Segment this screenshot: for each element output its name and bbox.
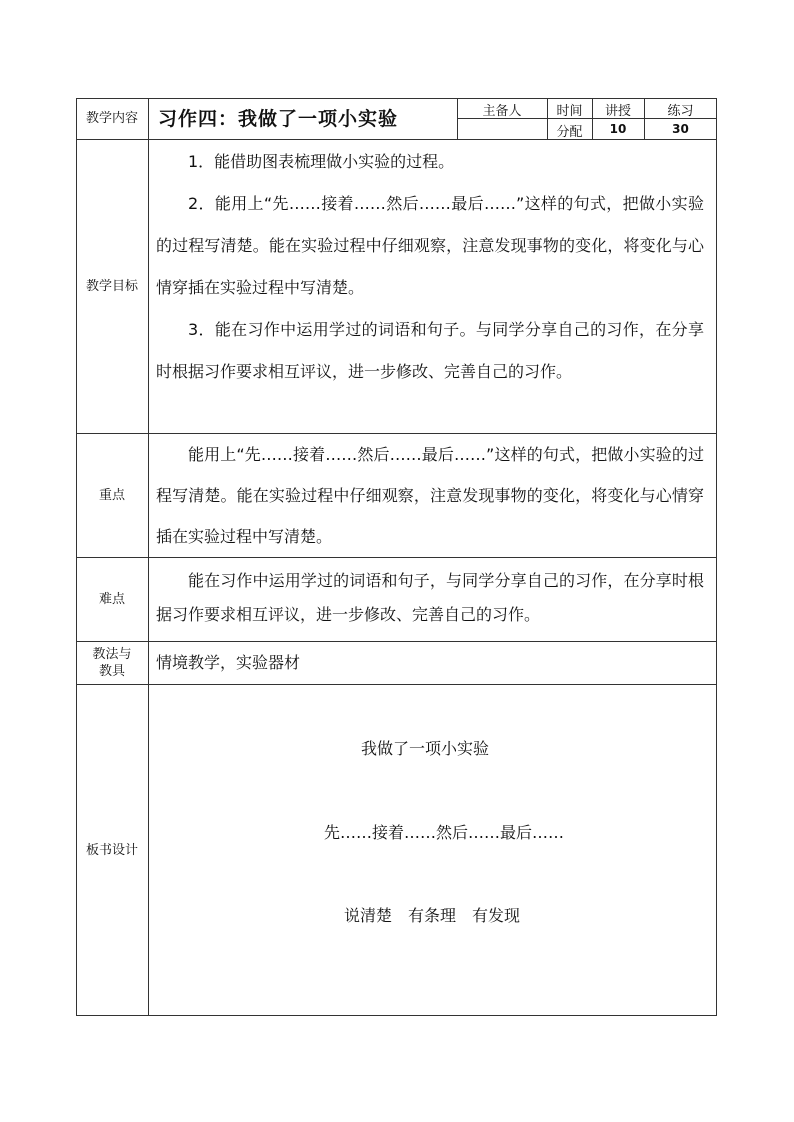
- column-divider: [148, 98, 149, 1016]
- lecture-label: 讲授: [604, 104, 631, 119]
- board-label: 板书设计: [85, 842, 138, 858]
- board-criteria: 说清楚 有条理 有发现: [344, 906, 521, 925]
- preparer-label: 主备人: [482, 104, 522, 119]
- goal-item: 2．能用上“先……接着……然后……最后……”这样的句式，把做小实验的过程写清楚。能在实验过程中仔细观察，注意发现事物的变化，将变化与心情穿插在实验过程中写清楚。: [156, 194, 704, 297]
- methods-label: [76, 641, 148, 684]
- practice-label: 练习: [667, 104, 694, 119]
- goals-list: [156, 141, 704, 393]
- methods-label-line2: 教具: [98, 663, 125, 679]
- key-point-label: 重点: [98, 487, 125, 503]
- difficulty-label: 难点: [98, 591, 125, 607]
- time-label-top: 时间: [556, 104, 583, 119]
- row-divider: [76, 139, 717, 140]
- goal-item: 3．能在习作中运用学过的词语和句子。与同学分享自己的习作，在分享时根据习作要求相互评议，进一步修改、完善自己的习作。: [156, 320, 704, 381]
- row-divider: [76, 641, 717, 642]
- methods-text: 情境教学，实验器材: [156, 653, 301, 672]
- key-point-text: 能用上“先……接着……然后……最后……”这样的句式，把做小实验的过程写清楚。能在实验过程中仔细观察，注意发现事物的变化，将变化与心情穿插在实验过程中写清楚。: [156, 445, 704, 546]
- board-sequence: 先……接着……然后……最后……: [324, 823, 565, 842]
- methods-label-line1: 教法与: [92, 646, 132, 662]
- content-label: 教学内容: [85, 111, 138, 126]
- row-divider: [76, 684, 717, 685]
- practice-minutes: 30: [672, 122, 689, 136]
- goals-label: 教学目标: [85, 278, 138, 294]
- goal-item: 1．能借助图表梳理做小实验的过程。: [188, 152, 455, 171]
- time-label-bottom: 分配: [556, 125, 583, 140]
- lesson-title: 习作四：我做了一项小实验: [158, 108, 399, 130]
- board-title: 我做了一项小实验: [361, 739, 490, 758]
- row-divider: [76, 557, 717, 558]
- difficulty-text: 能在习作中运用学过的词语和句子，与同学分享自己的习作，在分享时根据习作要求相互评议，进一步修改、完善自己的习作。: [156, 571, 704, 624]
- lecture-minutes: 10: [609, 122, 627, 136]
